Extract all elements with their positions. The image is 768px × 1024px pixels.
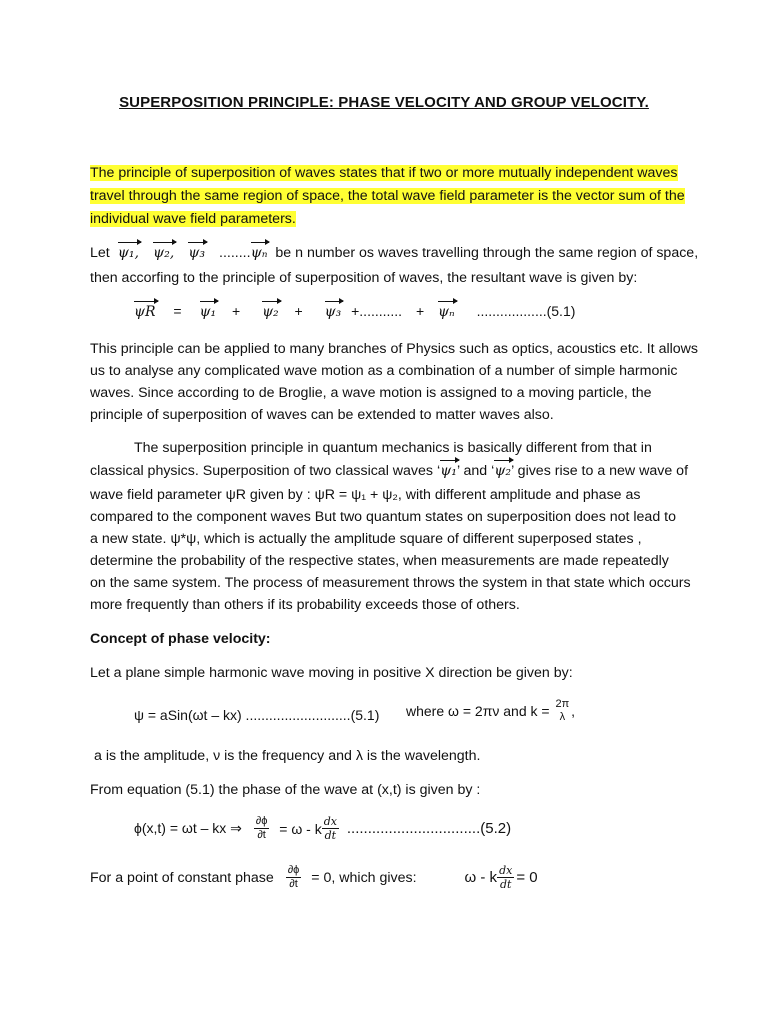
quantum-line-2: classical physics. Superposition of two classical waves ‘ψ₁’ and ‘ψ₂’ gives rise to a new wave of	[90, 463, 689, 479]
fraction-dphi-dt-2: $\frac{\partial\phi}{\partial t}$	[287, 864, 300, 890]
fraction-2pi-lambda: 2π λ	[555, 698, 570, 723]
equation-resultant: ψR = ψ₁ + ψ₂ + ψ₃ +........... + ψₙ ..................(5.1)	[134, 303, 576, 320]
apply-line-4: principle of superposition of waves can be extended to matter waves also.	[90, 407, 554, 423]
psi3-vector: ψ₃	[188, 245, 206, 261]
quantum-line-1: The superposition principle in quantum mechanics is basically different from that in	[134, 440, 652, 456]
intro-line-2: travel through the same region of space, the total wave field parameter is the vector sum of the	[90, 188, 685, 204]
apply-line-1: This principle can be applied to many branches of Physics such as optics, acoustics etc. It allows	[90, 341, 698, 357]
quantum-line-7: on the same system. The process of measurement throws the system in that state which occurs	[90, 575, 691, 591]
equation-where: where ω = 2πν and k = 2π λ ,	[406, 698, 576, 723]
phase-from-line: From equation (5.1) the phase of the wave at (x,t) is given by :	[90, 782, 481, 798]
fraction-dx-dt: $\frac{dx}{dt}$	[323, 815, 337, 842]
quantum-line-8: more frequently than others if its probability exceeds those of others.	[90, 597, 520, 613]
psi1-vector: ψ₁,	[117, 245, 140, 261]
apply-line-3: waves. Since according to de Broglie, a wave motion is assigned to a moving particle, the	[90, 385, 652, 401]
equation-phase: ϕ(x,t) = ωt – kx ⇒ $\frac{\partial\phi}{\partial t}$ = ω - k $\frac{dx}{dt}$ ................................(5.2)	[134, 815, 512, 842]
quantum-line-5: a new state. ψ*ψ, which is actually the amplitude square of different superposed states ,	[90, 531, 642, 547]
constant-phase-line: For a point of constant phase $\frac{\partial\phi}{\partial t}$ = 0, which gives: ω - k $\frac{dx}{dt}$ = 0	[90, 864, 538, 891]
let-line-2: then accorfing to the principle of superposition of waves, the resultant wave is given by:	[90, 270, 638, 286]
fraction-dphi-dt: $\frac{\partial\phi}{\partial t}$	[255, 815, 268, 841]
psin-vector: ψₙ	[250, 245, 268, 261]
plane-wave-line: Let a plane simple harmonic wave moving in positive X direction be given by:	[90, 665, 573, 681]
intro-line-1: The principle of superposition of waves states that if two or more mutually independent waves	[90, 165, 678, 181]
fraction-dx-dt-2: $\frac{dx}{dt}$	[499, 864, 513, 891]
equation-wave: ψ = aSin(ωt – kx) ...........................(5.1)	[134, 707, 380, 723]
psi2-vector: ψ₂,	[152, 245, 175, 261]
quantum-line-4: compared to the component waves But two quantum states on superposition does not lead to	[90, 509, 676, 525]
intro-line-3: individual wave field parameters.	[90, 211, 296, 227]
section-heading-phase-velocity: Concept of phase velocity:	[90, 631, 271, 647]
amplitude-line: a is the amplitude, ν is the frequency and λ is the wavelength.	[94, 748, 481, 764]
quantum-line-6: determine the probability of the respective states, when measurements are made repeatedly	[90, 553, 669, 569]
let-line-1: Let ψ₁, ψ₂, ψ₃ ........ψₙ be n number os waves travelling through the same region of space,	[90, 245, 699, 261]
page-title: SUPERPOSITION PRINCIPLE: PHASE VELOCITY AND GROUP VELOCITY.	[119, 94, 649, 111]
quantum-line-3: wave field parameter ψR given by : ψR = ψ₁ + ψ₂, with different amplitude and phase as	[90, 487, 641, 503]
apply-line-2: us to analyse any complicated wave motion as a combination of a number of simple harmonic	[90, 363, 678, 379]
